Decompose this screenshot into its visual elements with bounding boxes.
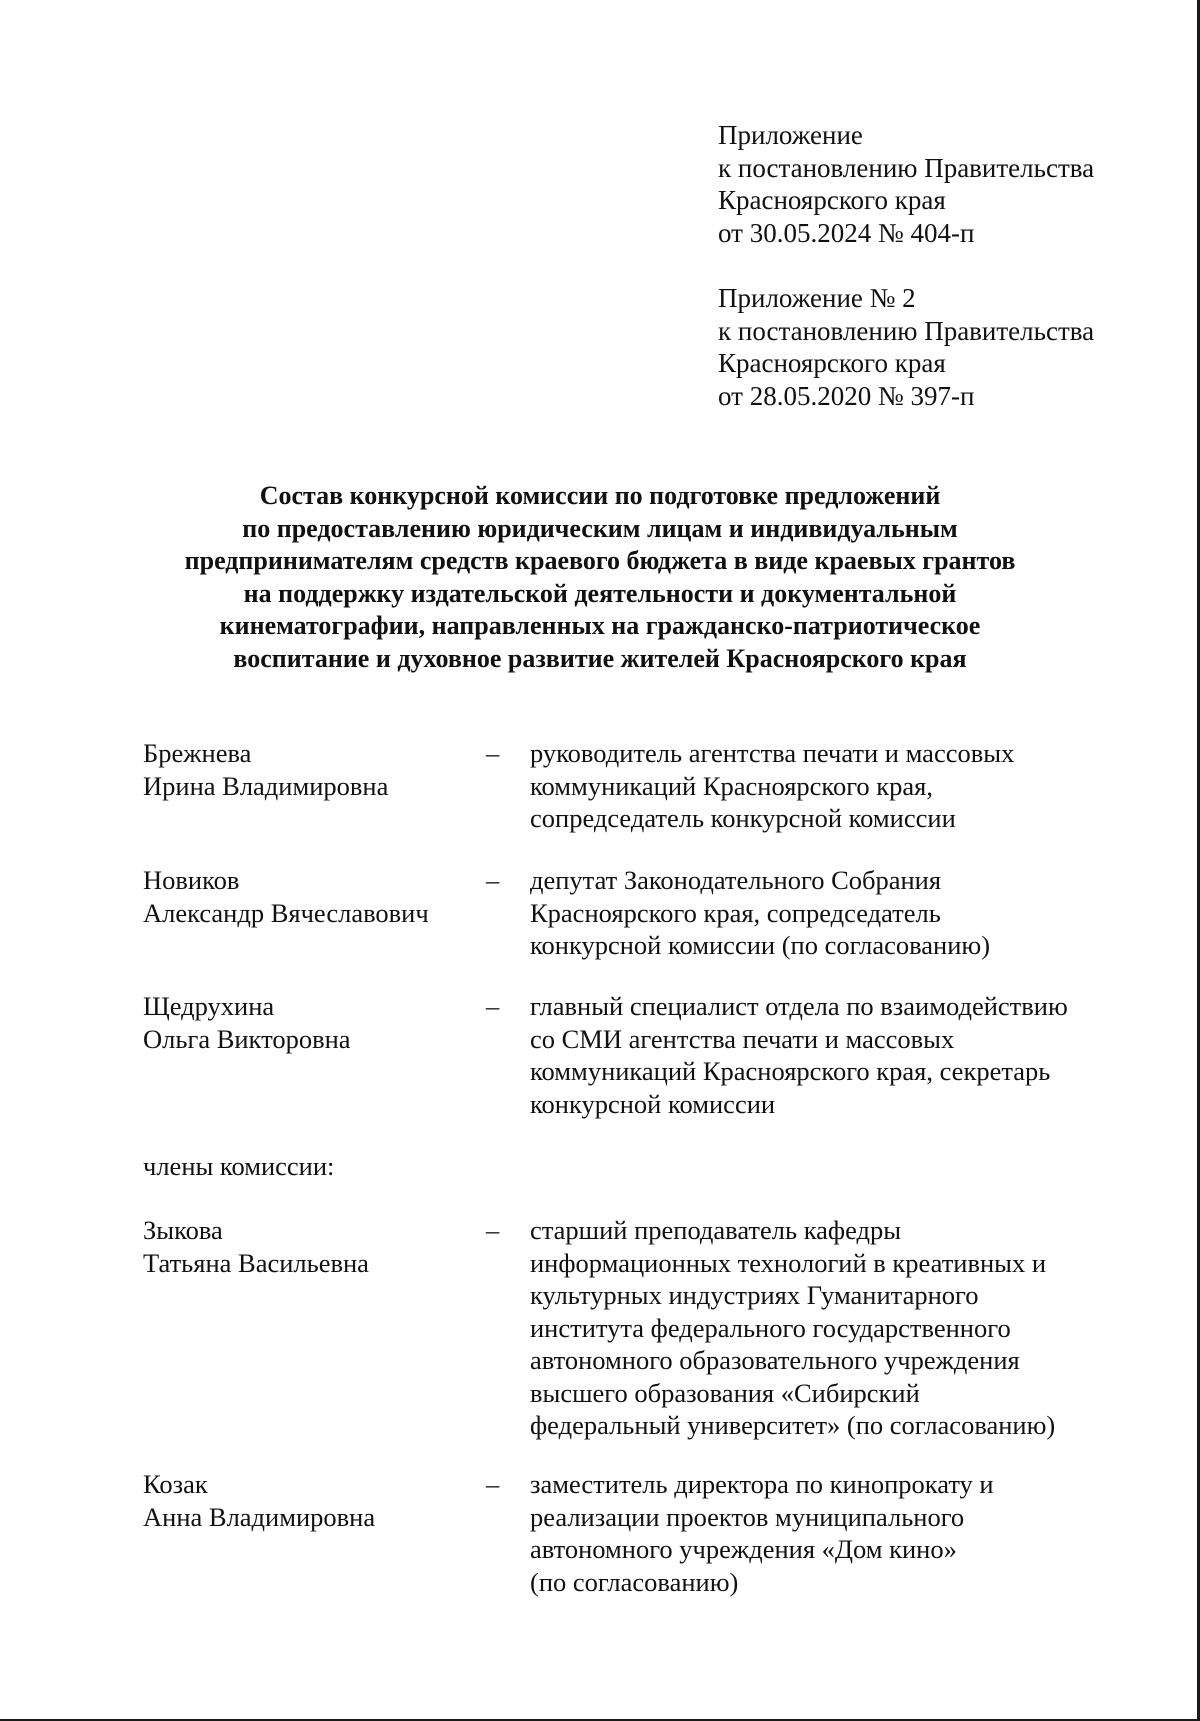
member-name: [143, 737, 473, 802]
member-given-name: Татьяна Васильевна: [143, 1247, 369, 1278]
role-line: главный специалист отдела по взаимодействию: [530, 991, 1068, 1021]
dash-separator: –: [486, 1469, 500, 1499]
appendix-line: Приложение № 2: [718, 283, 916, 313]
member-given-name: Александр Вячеславович: [143, 897, 429, 928]
appendix-current-block: [718, 119, 1094, 249]
member-surname: Козак: [143, 1469, 208, 1499]
title-line: кинематографии, направленных на гражданско-патриотическое: [219, 611, 981, 640]
appendix-line: Красноярского края: [718, 348, 946, 378]
member-name: [143, 990, 473, 1055]
role-line: института федерального государственного: [530, 1312, 1011, 1343]
role-line: депутат Законодательного Собрания: [530, 865, 942, 895]
member-name: [143, 1468, 473, 1533]
member-role: [530, 990, 1130, 1120]
role-line: высшего образования «Сибирский: [530, 1377, 920, 1408]
member-surname: Новиков: [143, 865, 240, 895]
member-given-name: Анна Владимировна: [143, 1501, 376, 1532]
member-name: [143, 864, 473, 929]
member-name: [143, 1214, 473, 1279]
appendix-original-block: [718, 282, 1094, 412]
role-line: культурных индустриях Гуманитарного: [530, 1280, 979, 1310]
role-line: (по согласованию): [530, 1566, 739, 1597]
role-line: реализации проектов муниципального: [530, 1501, 965, 1532]
role-line: автономного образовательного учреждения: [530, 1345, 1020, 1375]
dash-separator: –: [486, 991, 500, 1021]
role-line: конкурсной комиссии (по согласованию): [530, 930, 991, 960]
role-line: со СМИ агентства печати и массовых: [530, 1023, 955, 1054]
dash-separator: –: [486, 1215, 500, 1245]
role-line: Красноярского края, сопредседатель: [530, 897, 941, 928]
role-line: автономного учреждения «Дом кино»: [530, 1534, 957, 1564]
role-line: сопредседатель конкурсной комиссии: [530, 803, 956, 833]
member-role: [530, 737, 1130, 835]
member-role: [530, 1214, 1130, 1442]
member-role: [530, 1468, 1130, 1598]
role-line: информационных технологий в креативных и: [530, 1247, 1047, 1278]
member-surname: Брежнева: [143, 738, 252, 768]
member-surname: Щедрухина: [143, 991, 275, 1021]
role-line: старший преподаватель кафедры: [530, 1215, 902, 1245]
members-section-label: члены комиссии:: [143, 1151, 335, 1181]
role-line: коммуникаций Красноярского края, секретарь: [530, 1056, 1051, 1086]
appendix-line: к постановлению Правительства: [718, 152, 1095, 183]
member-role: [530, 864, 1130, 962]
title-line: предпринимателям средств краевого бюджета в виде краевых грантов: [184, 546, 1016, 575]
title-line: воспитание и духовное развитие жителей Красноярского края: [233, 643, 967, 673]
dash-separator: –: [486, 738, 500, 768]
dash-separator: –: [486, 865, 500, 895]
member-given-name: Ирина Владимировна: [143, 770, 389, 801]
role-line: федеральный университет» (по согласованию): [530, 1410, 1056, 1440]
title-line: Состав конкурсной комиссии по подготовке предложений: [259, 481, 941, 510]
title-line: по предоставлению юридическим лицам и индивидуальным: [242, 513, 958, 543]
role-line: конкурсной комиссии: [530, 1088, 776, 1119]
appendix-date-line: от 30.05.2024 № 404-п: [718, 217, 975, 248]
appendix-line: Красноярского края: [718, 185, 946, 215]
appendix-date-line: от 28.05.2020 № 397-п: [718, 380, 975, 411]
role-line: руководитель агентства печати и массовых: [530, 738, 1015, 768]
member-surname: Зыкова: [143, 1215, 223, 1245]
appendix-line: к постановлению Правительства: [718, 315, 1095, 346]
member-given-name: Ольга Викторовна: [143, 1023, 351, 1054]
appendix-line: Приложение: [718, 120, 863, 150]
role-line: коммуникаций Красноярского края,: [530, 770, 933, 801]
title-line: на поддержку издательской деятельности и документальной: [243, 578, 957, 608]
role-line: заместитель директора по кинопрокату и: [530, 1469, 994, 1499]
document-title: [0, 480, 1200, 675]
